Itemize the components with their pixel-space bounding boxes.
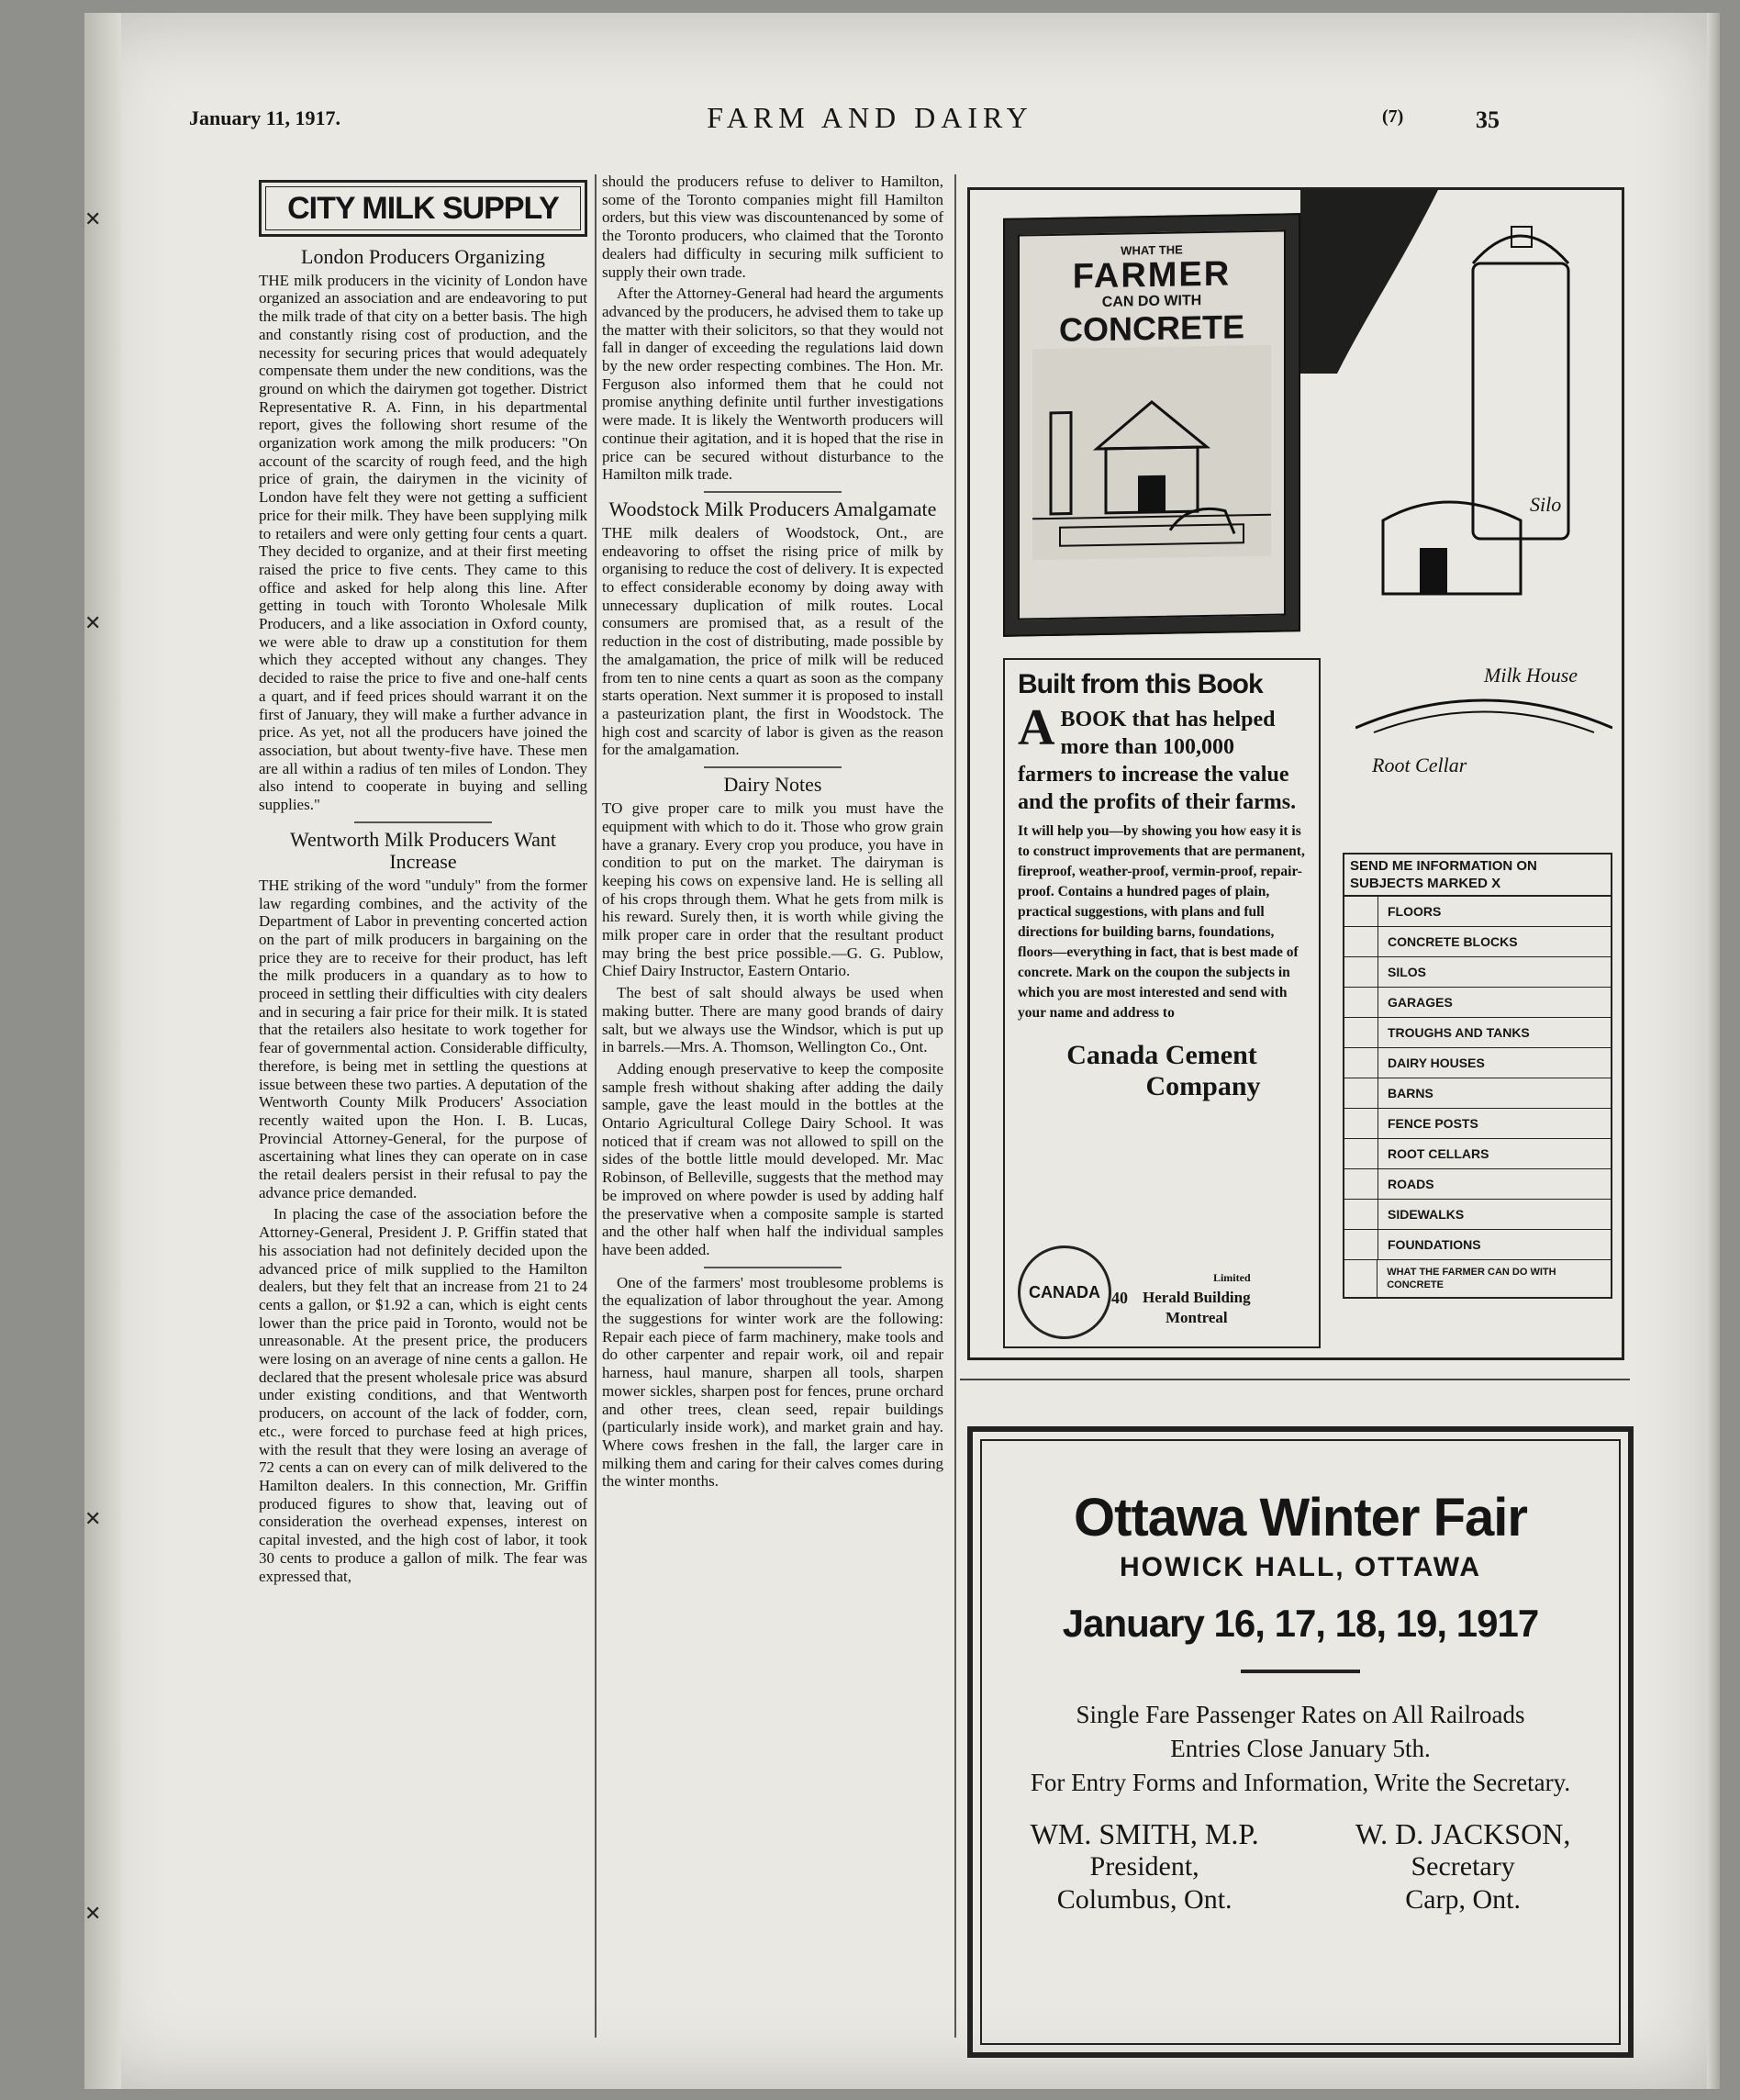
book-title-line-3: CAN DO WITH	[1101, 293, 1202, 310]
article-divider	[704, 491, 842, 493]
coupon-row[interactable]	[1344, 1230, 1611, 1260]
fair-venue: HOWICK HALL, OTTAWA	[1119, 1552, 1482, 1582]
binding-stitch: ✕	[84, 1508, 102, 1531]
column-2	[602, 173, 943, 1494]
coupon-checkbox[interactable]	[1344, 1230, 1378, 1259]
binding-stitch: ✕	[84, 612, 102, 635]
coupon-label: FENCE POSTS	[1388, 1116, 1478, 1131]
coupon-checkbox[interactable]	[1344, 988, 1378, 1017]
coupon-checkbox[interactable]	[1344, 1109, 1378, 1138]
coupon-checkbox[interactable]	[1344, 1260, 1378, 1297]
signatory-president	[1031, 1817, 1259, 1916]
coupon-checkbox[interactable]	[1344, 1048, 1378, 1078]
root-cellar-label: Root Cellar	[1372, 754, 1467, 776]
binding-stitch: ✕	[84, 1903, 102, 1926]
canada-cement-ad	[967, 187, 1624, 1360]
farm-scene-illustration	[1032, 345, 1271, 561]
article-divider	[354, 821, 492, 823]
coupon-label: BARNS	[1388, 1086, 1433, 1100]
president-role: President,	[1089, 1851, 1199, 1882]
fair-signatories	[982, 1817, 1619, 1916]
headline-london: London Producers Organizing	[301, 244, 545, 268]
coupon-row[interactable]	[1344, 1078, 1611, 1109]
coupon-checkbox[interactable]	[1344, 1169, 1378, 1199]
coupon-row[interactable]	[1344, 957, 1611, 988]
coupon-label: ROADS	[1388, 1177, 1434, 1191]
coupon-label: DAIRY HOUSES	[1388, 1056, 1485, 1070]
root-cellar-sketch	[1355, 682, 1612, 746]
coupon-label: WHAT THE FARMER CAN DO WITH CONCRETE	[1387, 1267, 1556, 1290]
company-name-line-2: Company	[1145, 1071, 1261, 1101]
headline-wentworth: Wentworth Milk Producers Want Increase	[290, 827, 556, 873]
section-divider	[960, 1379, 1630, 1380]
coupon-checkbox[interactable]	[1344, 1139, 1378, 1168]
coupon-label: FLOORS	[1388, 904, 1442, 919]
coupon-checkbox[interactable]	[1344, 927, 1378, 956]
company-name	[1018, 1040, 1306, 1102]
milk-house-label: Milk House	[1484, 664, 1578, 687]
coupon-checkbox[interactable]	[1344, 897, 1378, 926]
company-seal	[1018, 1245, 1111, 1339]
page-number: 35	[1476, 106, 1500, 133]
fair-rates-line: Single Fare Passenger Rates on All Railroads	[1076, 1701, 1525, 1728]
information-coupon	[1343, 853, 1612, 1299]
coupon-checkbox[interactable]	[1344, 1200, 1378, 1229]
fair-dates: January 16, 17, 18, 19, 1917	[1062, 1602, 1539, 1645]
coupon-row[interactable]	[1344, 1139, 1611, 1169]
address-line-2: Montreal	[1165, 1309, 1228, 1326]
coupon-row[interactable]	[1344, 1260, 1611, 1297]
section-title: CITY MILK SUPPLY	[265, 186, 581, 230]
coupon-label: FOUNDATIONS	[1388, 1237, 1481, 1252]
dairy-note-1: TO give proper care to milk you must have the equipment with which to do it. Those who grow grain have a granary. Every crop you produce, you have in condition to put on the market. The dairyman is keeping his cows on expensive land. He is selling all of his crops through them. What he gets from milk is his reward. Surely then, it is worth while giving the milk proper care in order that the resultant product may bring the best price possible.—G. G. Publow, Chief Dairy Instructor, Eastern Ontario.	[602, 799, 943, 980]
coupon-label: SIDEWALKS	[1388, 1207, 1465, 1222]
dairy-note-4: One of the farmers' most troublesome problems is the equalization of labor throughout the year. Among the suggestions for winter work are the following: Repair each piece of farm machinery, make tools and do other carpenter and repair work, oil and repair harness, haul manure, sharpen all tools, sharpen mower sickles, sharpen post for fences, prune orchard and other trees, clean seed, repair buildings (particularly inside work), and market grain and hay. Where cows freshen in the fall, the larger care in milking them and caring for their calves comes during the winter months.	[602, 1273, 943, 1491]
headline-woodstock: Woodstock Milk Producers Amalgamate	[608, 497, 937, 520]
fair-entries-line: Entries Close January 5th.	[1170, 1735, 1431, 1762]
binding-stitch: ✕	[84, 208, 102, 231]
article-wentworth-continued-2: After the Attorney-General had heard the arguments advanced by the producers, he advised them to take up the matter with their solicitors, so that they would not fall in danger of exceeding the regulations laid down by the new order respecting combines. The Hon. Mr. Ferguson also informed them that he could not promise anything definite until further investigations were made. It is likely the Wentworth producers will continue their agitation, and it is hoped that the rise in price can be secured without disturbance to the Hamilton milk trade.	[602, 285, 943, 484]
fair-contact-line: For Entry Forms and Information, Write the Secretary.	[1030, 1769, 1571, 1796]
address-number: 40	[1111, 1289, 1128, 1307]
fair-ad-frame	[980, 1439, 1621, 2045]
column-rule	[954, 174, 956, 2038]
coupon-label: CONCRETE BLOCKS	[1388, 934, 1518, 949]
coupon-row[interactable]	[1344, 1048, 1611, 1078]
built-body-text: It will help you—by showing you how easy it is to construct improvements that are permanent, fireproof, weather-proof, vermin-proof, repair-proof. Contains a hundred pages of plain, practical suggestions, with plans and full directions for building barns, foundations, floors—everything in fact, that is best made of concrete. Mark on the coupon the subjects in which you are most interested and send with your name and address to	[1018, 823, 1305, 1021]
header-date: January 11, 1917.	[189, 106, 341, 129]
coupon-checkbox[interactable]	[1344, 957, 1378, 987]
coupon-label: ROOT CELLARS	[1388, 1146, 1489, 1161]
built-lead-body: BOOK that has helped more than 100,000 farmers to increase the value and the profits of their farms.	[1018, 708, 1297, 814]
section-boxhead	[259, 180, 587, 237]
article-divider	[704, 1267, 842, 1268]
coupon-row[interactable]	[1344, 1200, 1611, 1230]
company-address	[1111, 1268, 1251, 1328]
built-lead-initial: A	[1018, 699, 1055, 756]
article-divider	[704, 766, 842, 768]
company-name-line-1: Canada Cement	[1066, 1040, 1257, 1070]
company-limited: Limited	[1212, 1271, 1251, 1284]
headline-dairy-notes: Dairy Notes	[723, 773, 822, 797]
president-place: Columbus, Ont.	[1056, 1884, 1232, 1915]
coupon-row[interactable]	[1344, 927, 1611, 957]
address-line-1: Herald Building	[1143, 1289, 1251, 1306]
seal-text: CANADA	[1029, 1282, 1100, 1301]
buildings-sketch	[1300, 190, 1617, 649]
coupon-checkbox[interactable]	[1344, 1078, 1378, 1108]
article-woodstock-body: THE milk dealers of Woodstock, Ont., are endeavoring to offset the rising price of milk by organising to reduce the cost of delivery. It is expected to effect considerable economy by doing away with unnecessary duplication of milk routes. Local consumers are promised that, as a result of the reduction in the cost of distributing, made possible by the amalgamation, the price of milk will be reduced from ten to nine cents a quart as soon as the company starts operation. Next summer it is proposed to install a pasteurization plant, the first in Woodstock. The high cost and scarcity of labor is given as the reason for the amalgamation.	[602, 523, 943, 759]
coupon-label: GARAGES	[1388, 995, 1453, 1010]
article-wentworth-continued: should the producers refuse to deliver to Hamilton, some of the Toronto companies might fill Hamilton orders, but this view was discountenanced by some of the Toronto producers, who claimed that the Toronto dealers had difficulty in securing milk sufficient to supply their own trade.	[602, 173, 943, 281]
secretary-name: W. D. JACKSON,	[1355, 1817, 1571, 1850]
book-title-line-2: FARMER	[1072, 254, 1232, 296]
coupon-row[interactable]	[1344, 1018, 1611, 1048]
signatory-secretary	[1355, 1817, 1570, 1916]
column-rule	[595, 174, 597, 2038]
coupon-heading: SEND ME INFORMATION ON SUBJECTS MARKED X	[1344, 855, 1611, 897]
book-cover	[1018, 229, 1286, 620]
coupon-label: SILOS	[1388, 965, 1427, 979]
page-edge	[1707, 13, 1720, 2089]
built-from-book-heading: Built from this Book	[1018, 669, 1263, 699]
book-title-line-4: CONCRETE	[1058, 307, 1244, 349]
secretary-place: Carp, Ont.	[1405, 1884, 1522, 1915]
fair-title: Ottawa Winter Fair	[1074, 1488, 1527, 1547]
masthead-title: FARM AND DAIRY	[707, 101, 1033, 134]
coupon-row[interactable]	[1344, 1109, 1611, 1139]
coupon-checkbox[interactable]	[1344, 1018, 1378, 1047]
header-issue-marker: (7)	[1382, 106, 1404, 127]
dairy-note-2: The best of salt should always be used when making butter. There are many good brands of dairy salt, but we always use the Windsor, which is put up in barrels.—Mrs. A. Thomson, Wellington Co., Ont.	[602, 984, 943, 1056]
coupon-row[interactable]	[1344, 988, 1611, 1018]
built-lead-text	[1018, 699, 1306, 816]
column-1	[259, 173, 587, 1589]
fair-divider	[1241, 1670, 1360, 1673]
book-cover-illustration	[1003, 213, 1300, 637]
ottawa-winter-fair-ad	[967, 1426, 1634, 2058]
coupon-row[interactable]	[1344, 897, 1611, 927]
silo-label: Silo	[1530, 493, 1562, 516]
president-name: WM. SMITH, M.P.	[1030, 1817, 1259, 1850]
book-title-line-1: WHAT THE	[1121, 242, 1183, 258]
article-london-body: THE milk producers in the vicinity of London have organized an association and are endeavoring to put the milk trade of that city on a better basis. The high and constantly rising cost of production, and the necessity for securing prices that would adequately compensate them under the new conditions, was the ground on which the dairymen got together. District Representative R. A. Finn, in his departmental report, gives the following short resume of the organization work among the milk producers: "On account of the scarcity of rough feed, and the high price of grain, the dairymen in the vicinity of London have felt they were not getting a sufficient price for their milk. They have been supplying milk to retailers and were only getting four cents a quart. They decided to organize, and at their first meeting raised the price to five cents. They came to this office and asked for help along this line. After getting in touch with Toronto Wholesale Milk Producers, and a like association in Oxford county, we were able to draw up a constitution for them which they accepted without any changes. They decided to raise the price to five and one-half cents a quart, and if feed prices should warrant it on the first of January, they will make a further advance in price. As yet, not all the producers have joined the association, but about twenty-five have. These men are all within a radius of ten miles of London. They also intend to cooperate in buying and selling supplies."	[259, 271, 587, 814]
dairy-note-3: Adding enough preservative to keep the composite sample fresh without shaking after adding the daily sample, gave the least mould in the bottles at the Ontario Agricultural College Dairy School. It was noticed that if cream was not allowed to spill on the sides of the bottle little mould developed. Mr. Mac Robinson, of Belleville, suggests that the method may be improved on where powder is used by adding half the preservative when a composite sample is started and the other half when half the individual samples have been added.	[602, 1059, 943, 1258]
built-from-book-panel	[1003, 658, 1321, 1348]
secretary-role: Secretary	[1411, 1851, 1515, 1882]
article-wentworth-body-2: In placing the case of the association before the Attorney-General, President J. P. Griffin stated that his association had not definitely decided upon the advanced price of milk supplied to the Hamilton dealers, but they felt that an increase from 21 to 24 cents a gallon, or $1.92 a can, which is eight cents lower than the price paid in Toronto, would not be unreasonable. At the present price, the producers were losing on an average of nine cents a gallon. He declared that the present wholesale price was absurd under existing conditions, and that Wentworth producers, on account of the lack of fodder, corn, etc., were forced to purchase feed at high prices, with the result that they were losing an average of 72 cents a can on every can of milk delivered to the Hamilton dealers. In this connection, Mr. Griffin produced figures to show that, leaving out of consideration the overhead expenses, interest on capital invested, and the high cost of labor, it took 30 cents to produce a gallon of milk. The fear was expressed that,	[259, 1205, 587, 1585]
article-wentworth-body: THE striking of the word "unduly" from the former law regarding combines, and the activity of the Department of Labor in preventing concerted action on the part of milk producers in bargaining on the price they are to receive for their product, has left the milk producers in a quandary as to how to proceed in settling their difficulties with city dealers and in securing a fair price for their milk. It is stated that the retailers also hesitate to work together for fear of governmental action. Considerable difficulty, therefore, is being met in settling the questions at issue between these two parties. A deputation of the Wentworth County Milk Producers' Association recently waited upon the Hon. I. B. Lucas, Provincial Attorney-General, for the purpose of ascertaining what lines they can operate on in case the retail dealers persist in their refusal to pay the advance price demanded.	[259, 876, 587, 1201]
coupon-label: TROUGHS AND TANKS	[1388, 1025, 1530, 1040]
coupon-row[interactable]	[1344, 1169, 1611, 1200]
page-binding	[84, 13, 121, 2089]
